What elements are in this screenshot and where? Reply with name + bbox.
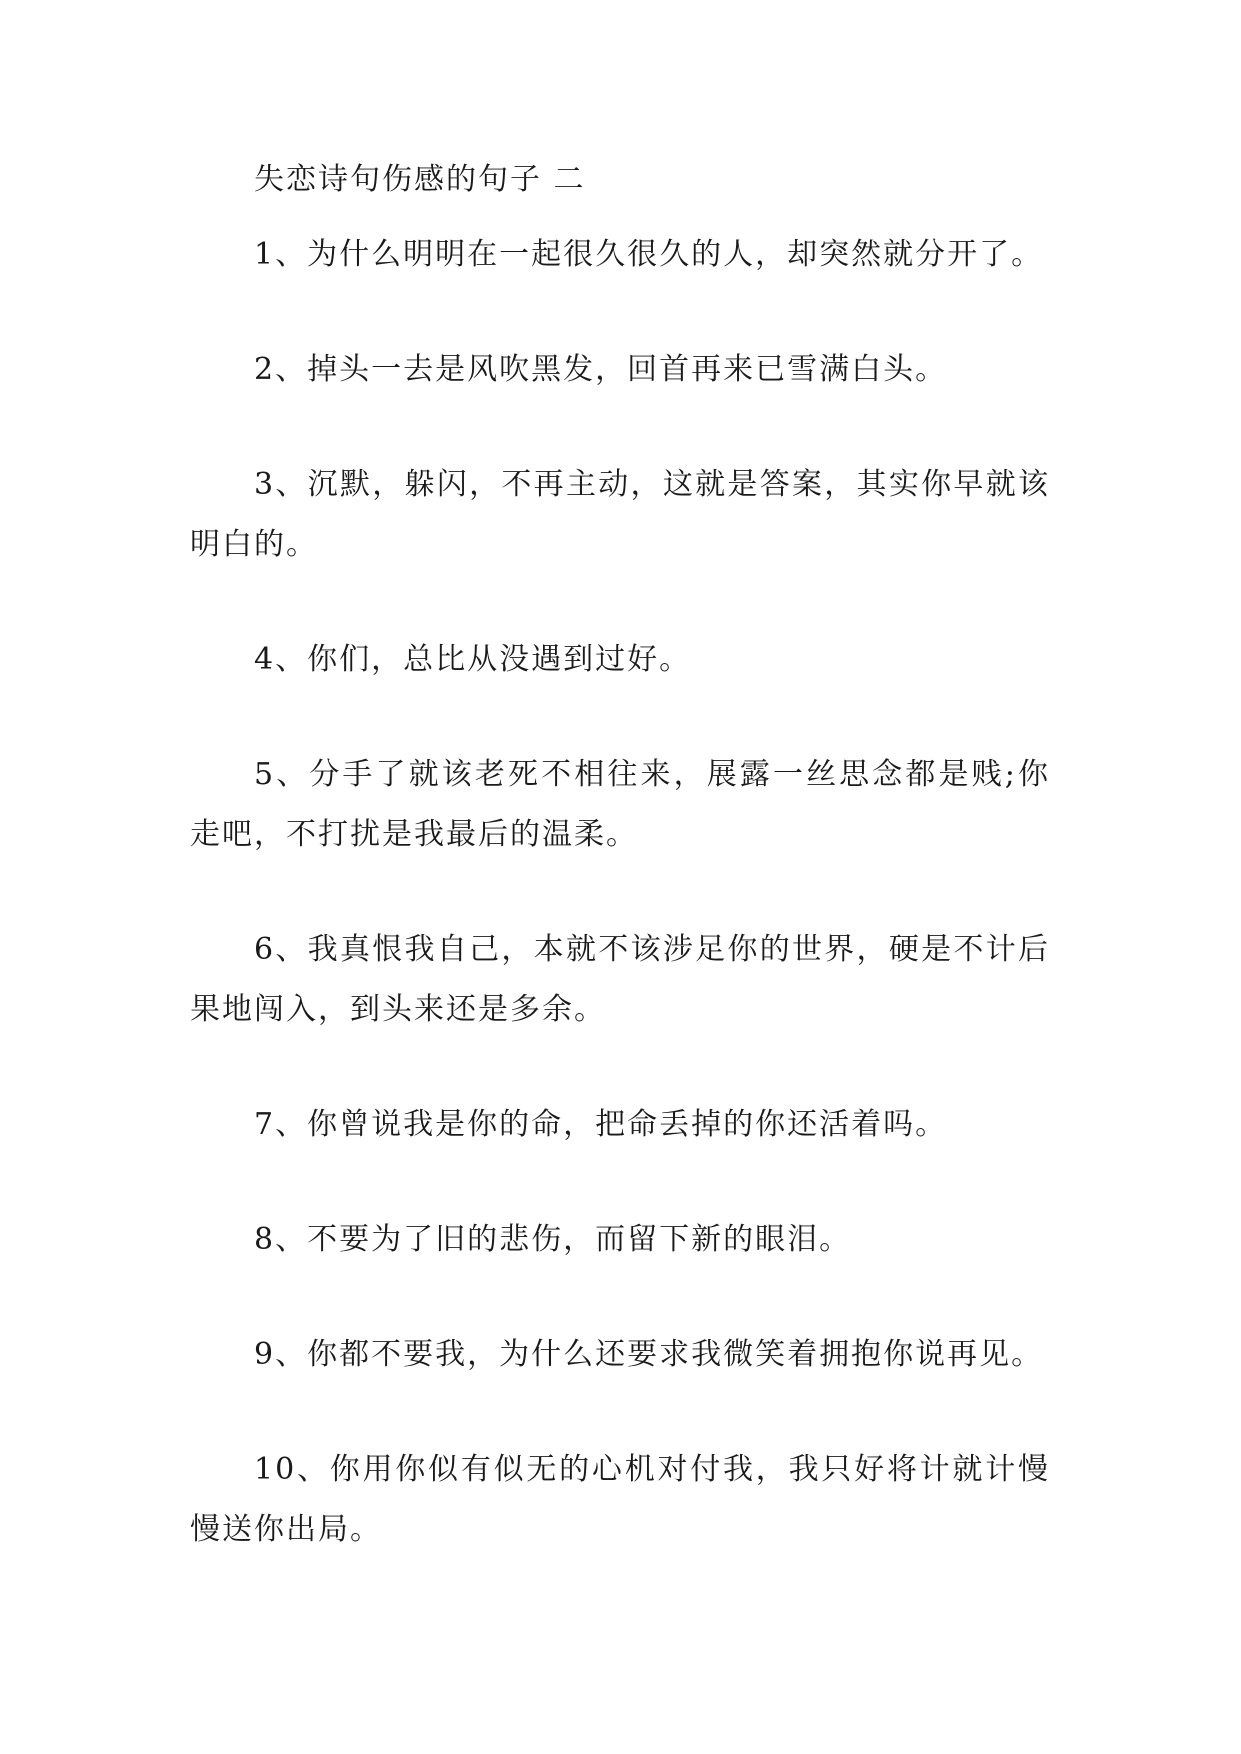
list-item: 6、我真恨我自己，本就不该涉足你的世界，硬是不计后果地闯入，到头来还是多余。 [190, 932, 1050, 1027]
list-item: 9、你都不要我，为什么还要求我微笑着拥抱你说再见。 [254, 1337, 1044, 1372]
list-item: 5、分手了就该老死不相往来，展露一丝思念都是贱;你走吧，不打扰是我最后的温柔。 [190, 757, 1050, 852]
list-item: 3、沉默，躲闪，不再主动，这就是答案，其实你早就该明白的。 [190, 467, 1050, 562]
list-item: 2、掉头一去是风吹黑发，回首再来已雪满白头。 [254, 352, 948, 387]
list-item: 4、你们，总比从没遇到过好。 [254, 642, 692, 677]
sentence-list [190, 225, 1050, 1615]
list-item: 10、你用你似有似无的心机对付我，我只好将计就计慢慢送你出局。 [190, 1452, 1050, 1547]
page-title: 失恋诗句伤感的句子 二 [254, 162, 586, 197]
list-item: 1、为什么明明在一起很久很久的人，却突然就分开了。 [254, 237, 1044, 272]
list-item: 8、不要为了旧的悲伤，而留下新的眼泪。 [254, 1222, 852, 1257]
list-item: 7、你曾说我是你的命，把命丢掉的你还活着吗。 [254, 1107, 948, 1142]
